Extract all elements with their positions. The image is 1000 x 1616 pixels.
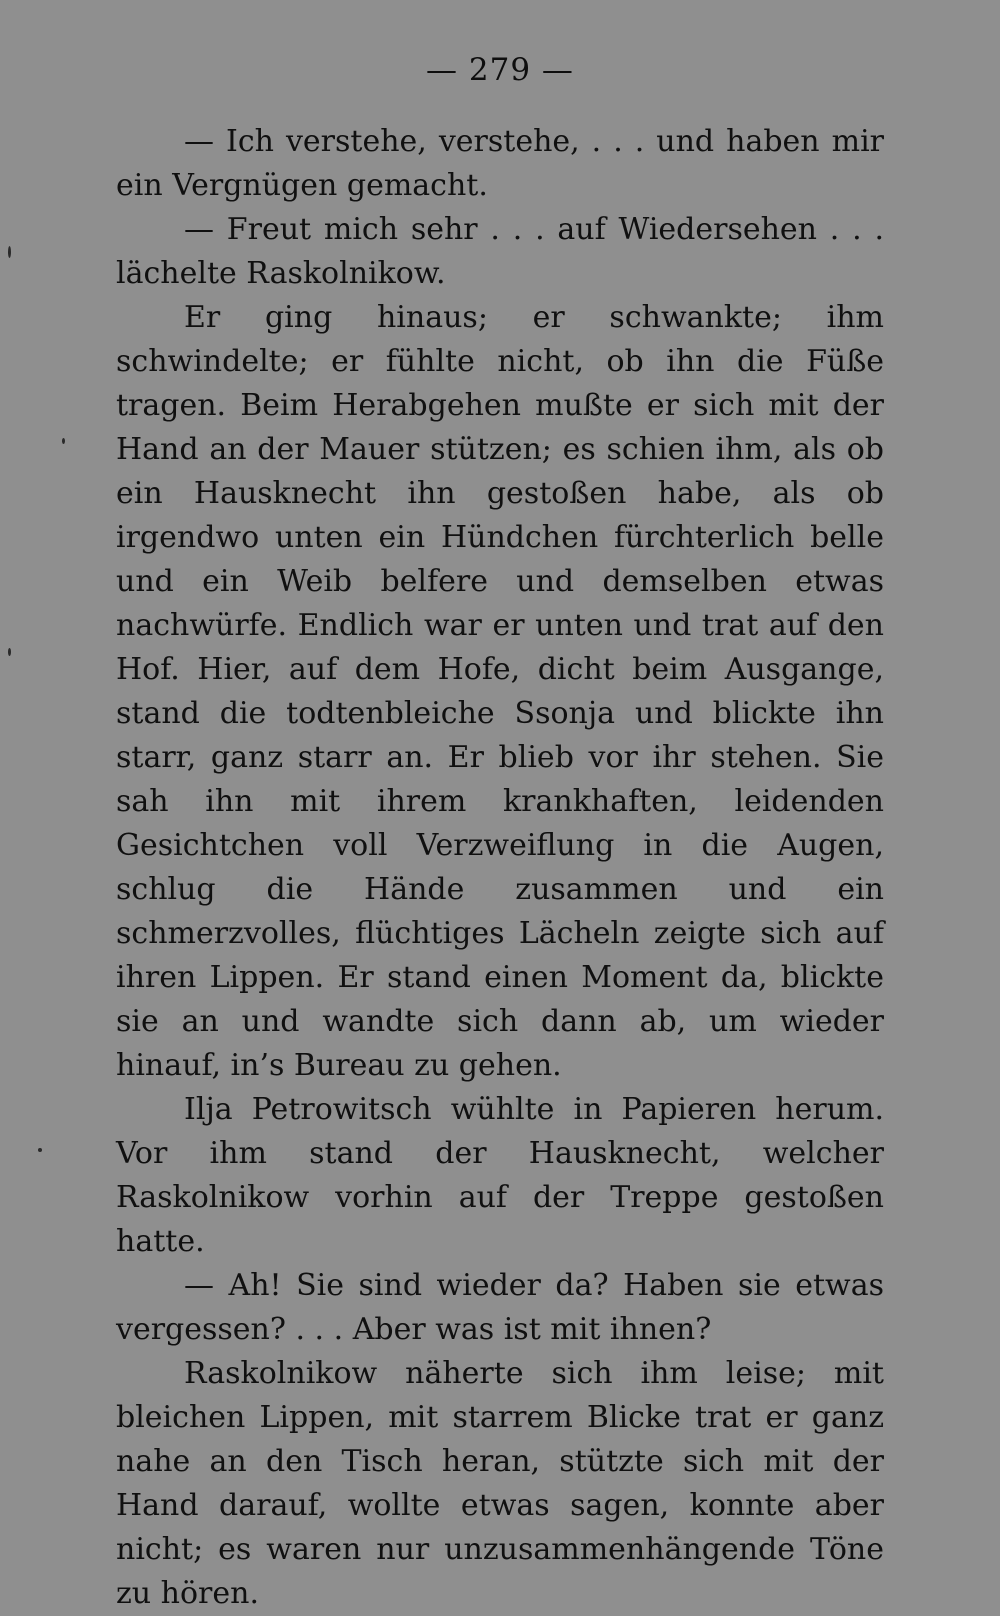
page-number: — 279 —	[426, 52, 574, 88]
scan-speck	[38, 1148, 42, 1152]
scan-speck	[8, 246, 11, 258]
paragraph-5: — Ah! Sie sind wieder da? Haben sie etwas vergessen? . . . Aber was ist mit ihnen?	[116, 1268, 884, 1347]
paragraph-1: — Ich verstehe, verstehe, . . . und haben mir ein Vergnügen gemacht.	[116, 124, 884, 203]
paragraph-4: Ilja Petrowitsch wühlte in Papieren herum. Vor ihm stand der Hausknecht, welcher Raskolnikow vorhin auf der Treppe gestoßen hatte.	[116, 1092, 884, 1259]
body-text	[116, 120, 884, 1616]
scan-speck	[8, 648, 11, 656]
scan-speck	[62, 438, 65, 444]
paragraph-2: — Freut mich sehr . . . auf Wiedersehen . . . lächelte Raskolnikow.	[116, 212, 884, 291]
paragraph-6: Raskolnikow näherte sich ihm leise; mit bleichen Lippen, mit starrem Blicke trat er ganz nahe an den Tisch heran, stützte sich mit der Hand darauf, wollte etwas sagen, konnte aber nicht; es waren nur unzusammenhängende Töne zu hören.	[116, 1356, 884, 1611]
paragraph-3: Er ging hinaus; er schwankte; ihm schwindelte; er fühlte nicht, ob ihn die Füße tragen. Beim Herabgehen mußte er sich mit der Hand an der Mauer stützen; es schien ihm, als ob ein Hausknecht ihn gestoßen habe, als ob irgendwo unten ein Hündchen fürchterlich belle und ein Weib belfere und demselben etwas nachwürfe. Endlich war er unten und trat auf den Hof. Hier, auf dem Hofe, dicht beim Ausgange, stand die todtenbleiche Ssonja und blickte ihn starr, ganz starr an. Er blieb vor ihr stehen. Sie sah ihn mit ihrem krankhaften, leidenden Gesichtchen voll Verzweiflung in die Augen, schlug die Hände zusammen und ein schmerzvolles, flüchtiges Lächeln zeigte sich auf ihren Lippen. Er stand einen Moment da, blickte sie an und wandte sich dann ab, um wieder hinauf, in’s Bureau zu gehen.	[116, 300, 884, 1083]
